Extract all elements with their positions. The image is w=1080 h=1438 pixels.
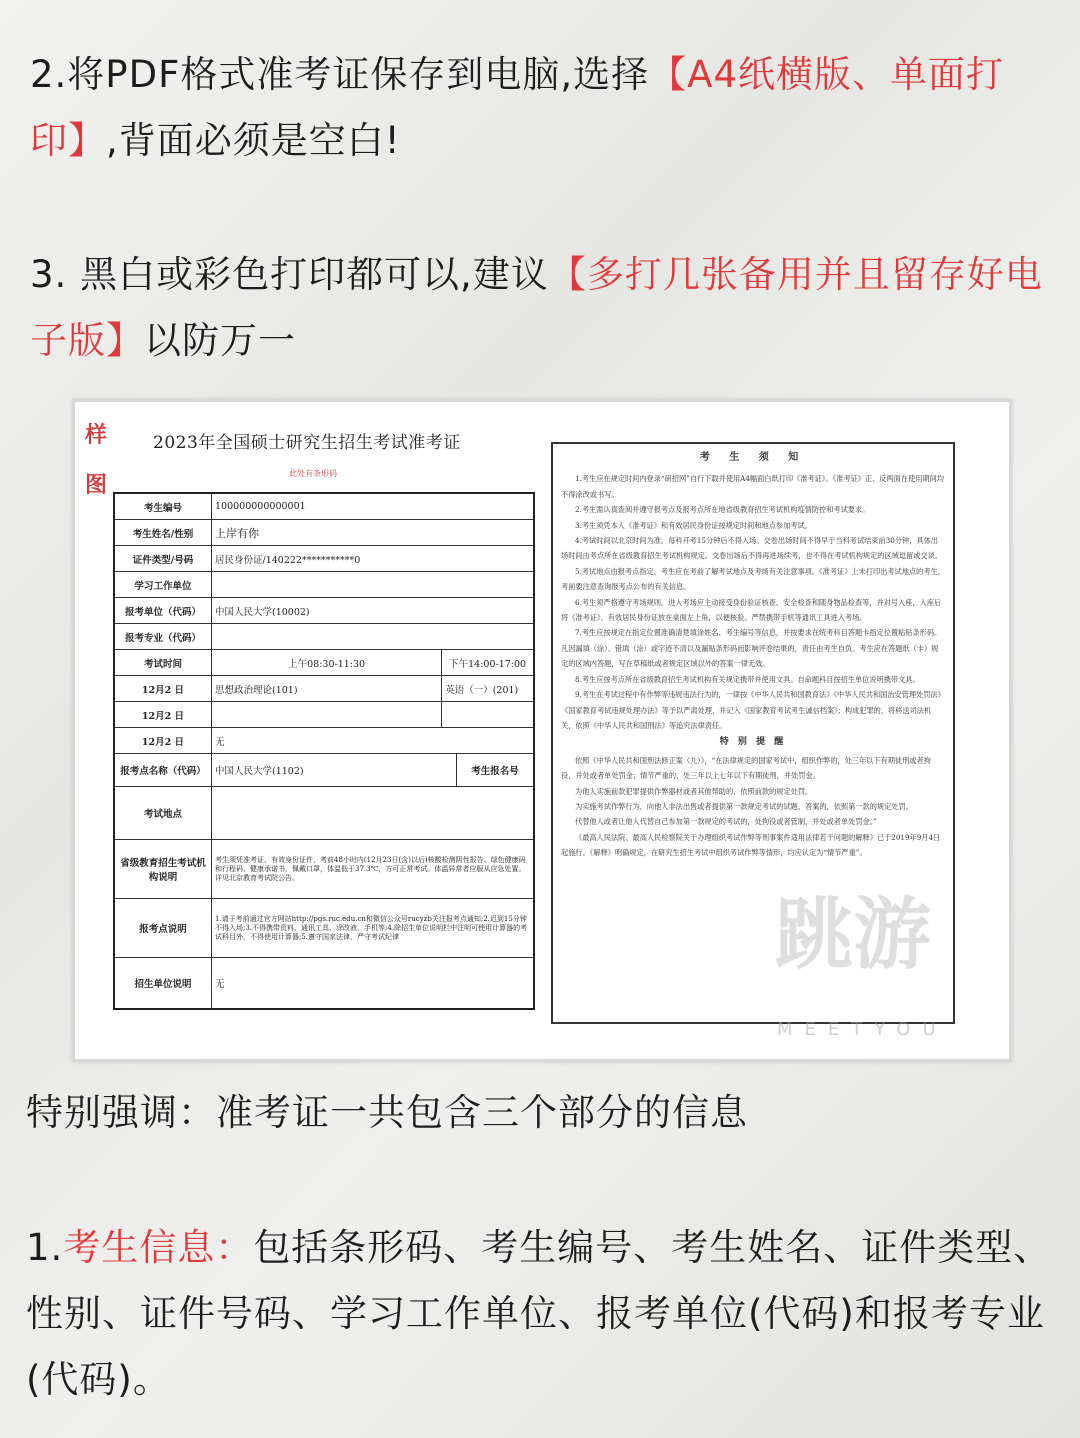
step-2-text: 2.将PDF格式准考证保存到电脑,选择【A4纸横版、单面打印】,背面必须是空白! [30, 53, 1005, 162]
point-1-text: 1.考生信息：包括条形码、考生编号、考生姓名、证件类型、性别、证件号码、学习工作单位、报考单位(代码)和报考专业(代码)。 [26, 1226, 1052, 1401]
sample-admission-ticket [72, 399, 1012, 1062]
ticket-title: 2023年全国硕士研究生招生考试准考证 [153, 433, 461, 453]
step-2-highlight: 【A4纸横版、单面打印】 [30, 53, 1005, 162]
watermark-en: MEETYOU [777, 1019, 948, 1040]
sample-tag: 样图 [85, 422, 108, 498]
point-1-highlight: 考生信息： [63, 1226, 254, 1269]
special-reminder-title: 特 别 提 醒 [719, 737, 787, 748]
barcode-note: 此处有条形码 [289, 469, 337, 478]
notice-title: 考 生 须 知 [699, 452, 807, 463]
step-3-highlight: 【多打几张备用并且留存好电子版】 [30, 253, 1043, 362]
watermark: 跳游 [775, 890, 932, 980]
step-3-text: 3. 黑白或彩色打印都可以,建议【多打几张备用并且留存好电子版】以防万一 [30, 253, 1043, 362]
ticket-info-table: 考生编号 100000000000001 考生姓名/性别 上岸有你 证件类型/号码 居民身份证/140222***********0 学习工作单位 报考单位（代码） 中国人民大学(10002) 报考专业（代码） 考试时间 上午08:30-11:30 下午14:00-17:00 12月2 日 思想政治理论(101) 英语（一）(201) 12月2 日 12月2 日 无 报考点名称（代码） 中国人民大学(1102) 考生报名号 考试地点 省级教育招生考试机构说明 考生须凭准考证、有效身份证件，考前48小时内(12月23日(含)以后)核酸检测阴性报告、绿色健康码和行程码、健康承诺书，佩戴口罩，体温低于37.3℃，方可正常考试。体温异常者应服从应急处置。详见北京教育考试院公告。 报考点说明 1.请于考前通过官方网站http://pgs.ruc.edu.cn和微信公众号rucyzb关注报考点通知;2.迟到15分钟不得入场;3.不得携带资料、通讯工具、涂改液、手机等;4.除招生单位说明栏中注明可使用计算器的考试科目外，不得使用计算器;5.遵守国家法律，严守考试纪律 招生单位说明 无 [113, 492, 535, 1010]
exam-notice: 考 生 须 知 1.考生应在规定时间内登录“研招网”自行下载并使用A4幅面白纸打印《准考证》。《准考证》正、反两面在使用期间均不得涂改或书写。 2.考生需认真查阅并遵守报考点及报考点所在地省级教育招生考试机构疫情防控和考试要求。 3.考生须凭本人《准考证》和有效居民身份证按规定时间和地点参加考试。 4.考试时间以北京时间为准。每科开考15分钟后不得入场。交卷出场时间不得早于当科考试结束前30分钟，具体出场时间由考点所在省级教育招生考试机构规定。交卷出场后不得再进场续考，也不得在考试机构规定的区域逗留或交谈。 5.考试地点由报考点指定。考生应在考前了解考试地点及考场有关注意事项。《准考证》上未打印出考试地点的考生，考前要注意查询报考点公布的有关信息。 6.考生须严格遵守考场规则。进入考场应主动接受身份验证核查、安全检查和随身物品检查等，并对号入座，入座后将《准考证》、有效居民身份证放在桌面左上角，以便核验。严禁携带手机等通讯工具进入考场。 7.考生应按规定在指定位置准确清楚填涂姓名、考生编号等信息，并按要求在统考科目答题卡指定位置粘贴条形码。凡因漏填（涂）、错填（涂）或字迹不清以及漏贴条形码而影响评卷结果的，责任由考生自负。考生应在答题纸（卡）规定的区域内答题，写在草稿纸或者规定区域以外的答案一律无效。 8.考生应按考点所在省级教育招生考试机构有关规定携带并使用文具。自命题科目按招生单位说明携带文具。 9.考生在考试过程中有作弊等违规违法行为的，一律按《中华人民共和国教育法》《中华人民共和国治安管理处罚法》《国家教育考试违规处理办法》等予以严肃处理，并记入《国家教育考试考生诚信档案》；构成犯罪的，将移送司法机关，依照《中华人民共和国刑法》等追究法律责任。 特 别 提 醒 依照《中华人民共和国刑法修正案（九）》，“在法律规定的国家考试中，组织作弊的，处三年以下有期徒刑或者拘役，并处或者单处罚金；情节严重的，处三年以上七年以下有期徒刑，并处罚金。 为他人实施前款犯罪提供作弊器材或者其他帮助的，依照前款的规定处罚。 为实施考试作弊行为，向他人非法出售或者提供第一款规定考试的试题、答案的，依照第一款的规定处罚。 代替他人或者让他人代替自己参加第一款规定的考试的，处拘役或者管制，并处或者单处罚金。” 《最高人民法院、最高人民检察院关于办理组织考试作弊等刑事案件适用法律若干问题的解释》已于2019年9月4日起施行。《解释》明确规定，在研究生招生考试中组织考试作弊等情形，均应认定为“情节严重”。 [551, 442, 955, 1024]
emphasis-text: 特别强调：准考证一共包含三个部分的信息 [26, 1091, 748, 1134]
